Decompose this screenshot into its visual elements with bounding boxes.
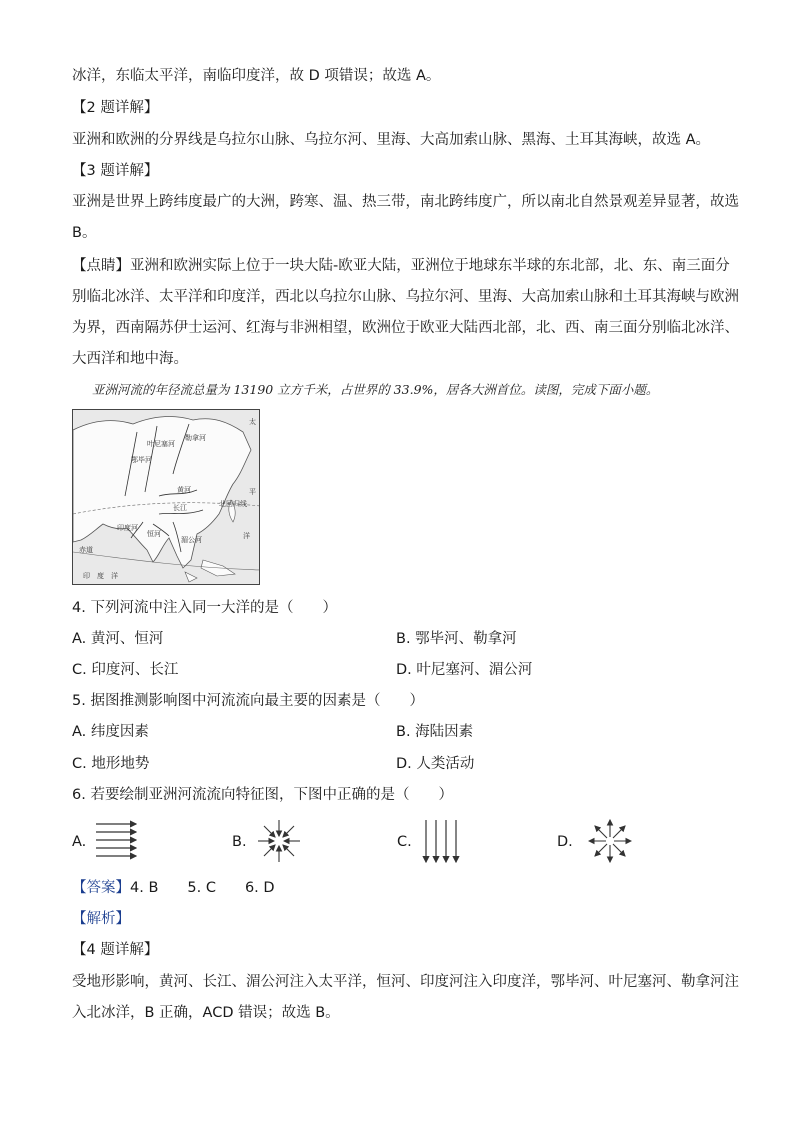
answer-line [72, 878, 275, 898]
detail-4-heading: 【4 题详解】 [72, 942, 159, 958]
map-label-yenisei: 叶尼塞河 [147, 440, 175, 448]
tip-line-4: 大西洋和地中海。 [72, 351, 188, 367]
map-label-pacific-1: 太 [249, 418, 256, 426]
tip-line-1: 【点睛】亚洲和欧洲实际上位于一块大陆-欧亚大陆，亚洲位于地球东半球的东北部，北、东、南三面分 [72, 258, 730, 274]
answer-values: 4. B 5. C 6. D [130, 880, 275, 896]
q6-stem: 6. 若要绘制亚洲河流流向特征图，下图中正确的是（ ） [72, 787, 453, 803]
map-label-pacific-2: 平 [249, 488, 256, 496]
answer-label: 【答案】 [72, 880, 130, 896]
material-intro: 亚洲河流的年径流总量为 13190 立方千米，占世界的 33.9%，居各大洲首位。读图，完成下面小题。 [92, 382, 659, 397]
q5-option-a: A. 纬度因素 [72, 724, 149, 740]
tip-line-3: 为界，西南隔苏伊士运河、红海与非洲相望，欧洲位于欧亚大陆西北部，北、西、南三面分别临北冰洋、 [72, 320, 739, 336]
q4-option-d: D. 叶尼塞河、湄公河 [396, 662, 533, 678]
text-line-5: 亚洲是世界上跨纬度最广的大洲，跨寒、温、热三带，南北跨纬度广，所以南北自然景观差异显著，故选 [72, 194, 739, 210]
q5-option-b: B. 海陆因素 [396, 724, 474, 740]
q6-option-d-label: D. [557, 834, 573, 850]
detail-2-heading: 【2 题详解】 [72, 100, 159, 116]
q5-option-d: D. 人类活动 [396, 756, 475, 772]
map-label-equator: 赤道 [79, 546, 93, 554]
q5-option-c: C. 地形地势 [72, 756, 150, 772]
map-label-pacific-3: 洋 [243, 532, 250, 540]
map-label-indian: 印 度 洋 [83, 572, 118, 580]
detail-4-line-2: 入北冰洋，B 正确，ACD 错误；故选 B。 [72, 1005, 340, 1021]
q6-option-a-label: A. [72, 834, 87, 850]
tip-line-2: 别临北冰洋、太平洋和印度洋，西北以乌拉尔山脉、乌拉尔河、里海、大高加索山脉和土耳其海峡与欧洲 [72, 289, 739, 305]
detail-4-line-1: 受地形影响，黄河、长江、湄公河注入太平洋，恒河、印度河注入印度洋，鄂毕河、叶尼塞河、勒拿河注 [72, 974, 739, 990]
map-label-ganges: 恒河 [147, 530, 161, 538]
map-label-yangtze: 长江 [173, 504, 187, 512]
q4-option-a: A. 黄河、恒河 [72, 631, 164, 647]
q6-option-c-label: C. [397, 834, 412, 850]
asia-rivers-map [72, 409, 260, 585]
map-label-indus: 印度河 [117, 524, 138, 532]
q4-stem: 4. 下列河流中注入同一大洋的是（ ） [72, 600, 337, 616]
text-line-6: B。 [72, 225, 97, 241]
text-line-3: 亚洲和欧洲的分界线是乌拉尔山脉、乌拉尔河、里海、大高加索山脉、黑海、土耳其海峡，故选 A。 [72, 132, 711, 148]
q4-option-b: B. 鄂毕河、勒拿河 [396, 631, 517, 647]
q6-option-a-arrows-icon [94, 818, 140, 864]
q6-option-c-down-arrows-icon [420, 818, 466, 868]
q5-stem: 5. 据图推测影响图中河流流向最主要的因素是（ ） [72, 693, 424, 709]
q6-option-b-label: B. [232, 834, 247, 850]
q6-option-b-converging-icon [256, 818, 302, 864]
q4-option-c: C. 印度河、长江 [72, 662, 179, 678]
map-label-tropic: 北回归线 [219, 500, 247, 508]
map-label-mekong: 湄公河 [181, 536, 202, 544]
map-label-lena: 勒拿河 [185, 434, 206, 442]
map-label-yellow: 黄河 [177, 486, 191, 494]
analysis-label: 【解析】 [72, 911, 130, 927]
q6-option-d-diverging-icon [587, 818, 633, 864]
map-label-ob: 鄂毕河 [131, 456, 152, 464]
detail-3-heading: 【3 题详解】 [72, 163, 159, 179]
text-line-1: 冰洋，东临太平洋，南临印度洋，故 D 项错误；故选 A。 [72, 68, 441, 84]
